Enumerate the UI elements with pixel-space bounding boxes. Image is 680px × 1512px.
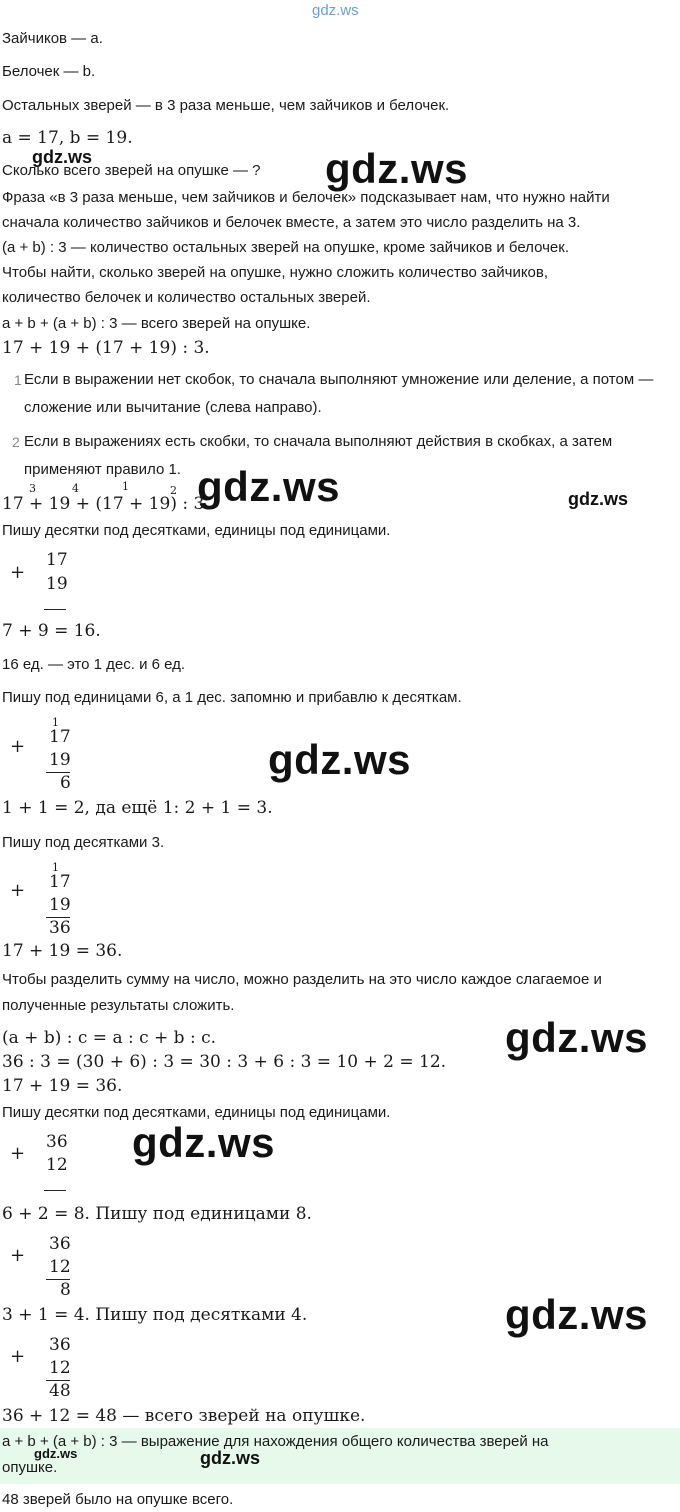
- plus-sign: +: [10, 1143, 26, 1164]
- sum-line: [44, 609, 66, 610]
- addend: 19: [49, 750, 71, 770]
- watermark: gdz.ws: [325, 145, 469, 192]
- watermark: gdz.ws: [132, 1119, 276, 1166]
- watermark: gdz.ws: [268, 736, 412, 783]
- math-line: 7 + 9 = 16.: [2, 621, 101, 641]
- text-line: Пишу десятки под десятками, единицы под единицами.: [2, 522, 391, 539]
- order-mark: 1: [122, 480, 129, 493]
- order-mark: 4: [72, 482, 79, 495]
- rule-number: 2: [12, 434, 20, 450]
- addend: 12: [46, 1155, 68, 1175]
- math-line: 36 + 12 = 48 — всего зверей на опушке.: [2, 1406, 366, 1426]
- text-line: сначала количество зайчиков и белочек вместе, а затем это число разделить на 3.: [2, 214, 581, 231]
- plus-sign: +: [10, 1245, 26, 1266]
- sum-line: [44, 1190, 66, 1191]
- text-line: количество белочек и количество остальных зверей.: [2, 289, 371, 306]
- addend: 12: [49, 1358, 71, 1378]
- watermark: gdz.ws: [197, 463, 341, 510]
- watermark: gdz.ws: [505, 1014, 649, 1061]
- question-line: Сколько всего зверей на опушке — ?: [2, 162, 261, 179]
- rule-number: 1: [14, 372, 22, 388]
- watermark-tiny: gdz.ws: [34, 1446, 78, 1461]
- plus-sign: +: [10, 1346, 26, 1367]
- text-line: Белочек — b.: [2, 63, 96, 80]
- answer-line: a + b + (a + b) : 3 — выражение для нахождения общего количества зверей на: [2, 1433, 549, 1450]
- text-line: (a + b) : 3 — количество остальных зверей на опушке, кроме зайчиков и белочек.: [2, 239, 570, 256]
- sum-result: 48: [49, 1381, 71, 1401]
- watermark: gdz.ws: [505, 1291, 649, 1338]
- math-line: 3 + 1 = 4. Пишу под десятками 4.: [2, 1305, 308, 1325]
- text-line: Чтобы разделить сумму на число, можно разделить на это число каждое слагаемое и: [2, 971, 602, 988]
- addend: 17: [49, 727, 71, 747]
- carry-digit: 1: [52, 716, 59, 729]
- rule-text: Если в выражениях есть скобки, то сначала выполняют действия в скобках, а затем применяют правило 1.: [24, 433, 613, 478]
- math-line: 1 + 1 = 2, да ещё 1: 2 + 1 = 3.: [2, 798, 273, 818]
- math-line: (a + b) : c = a : c + b : c.: [2, 1028, 217, 1048]
- watermark-small: gdz.ws: [568, 489, 629, 509]
- addend: 17: [46, 550, 68, 570]
- text-line: Фраза «в 3 раза меньше, чем зайчиков и белочек» подсказывает нам, что нужно найти: [2, 189, 610, 206]
- text-line: Пишу десятки под десятками, единицы под единицами.: [2, 1104, 391, 1121]
- math-line: a = 17, b = 19.: [2, 128, 133, 148]
- addend: 12: [49, 1257, 71, 1277]
- sum-result: 6: [60, 773, 71, 793]
- math-line: 17 + 19 = 36.: [2, 941, 123, 961]
- order-mark: 2: [170, 484, 177, 497]
- sum-result: 36: [49, 918, 71, 938]
- text-line: полученные результаты сложить.: [2, 997, 235, 1014]
- math-line: 36 : 3 = (30 + 6) : 3 = 30 : 3 + 6 : 3 = 10 + 2 = 12.: [2, 1052, 447, 1072]
- addend: 36: [49, 1335, 71, 1355]
- watermark-small: gdz.ws: [32, 147, 93, 167]
- plus-sign: +: [10, 736, 26, 757]
- answer-line: 48 зверей было на опушке всего.: [2, 1491, 234, 1508]
- addend: 19: [46, 574, 68, 594]
- text-line: Остальных зверей — в 3 раза меньше, чем зайчиков и белочек.: [2, 97, 450, 114]
- addend: 36: [46, 1132, 68, 1152]
- math-line: 17 + 19 = 36.: [2, 1076, 123, 1096]
- text-line: Пишу под десятками 3.: [2, 834, 165, 851]
- sum-result: 8: [60, 1280, 71, 1300]
- order-expression: 17 + 19 + (17 + 19) : 3.: [2, 494, 210, 514]
- addend: 36: [49, 1234, 71, 1254]
- addend: 19: [49, 895, 71, 915]
- watermark-top: gdz.ws: [312, 2, 359, 19]
- carry-digit: 1: [52, 861, 59, 874]
- math-line: 17 + 19 + (17 + 19) : 3.: [2, 338, 210, 358]
- watermark-small: gdz.ws: [200, 1448, 261, 1468]
- math-line: 6 + 2 = 8. Пишу под единицами 8.: [2, 1204, 312, 1224]
- text-line: 16 ед. — это 1 дес. и 6 ед.: [2, 656, 186, 673]
- order-mark: 3: [29, 482, 36, 495]
- text-line: Пишу под единицами 6, а 1 дес. запомню и прибавлю к десяткам.: [2, 689, 462, 706]
- plus-sign: +: [10, 880, 26, 901]
- plus-sign: +: [10, 562, 26, 583]
- rule-text: Если в выражении нет скобок, то сначала выполняют умножение или деление, а потом — сложение или вычитание (слева направо).: [24, 371, 654, 416]
- text-line: Зайчиков — a.: [2, 30, 103, 47]
- text-line: Чтобы найти, сколько зверей на опушке, нужно сложить количество зайчиков,: [2, 264, 549, 281]
- text-line: a + b + (a + b) : 3 — всего зверей на опушке.: [2, 315, 311, 332]
- answer-line: опушке.: [2, 1459, 58, 1476]
- addend: 17: [49, 872, 71, 892]
